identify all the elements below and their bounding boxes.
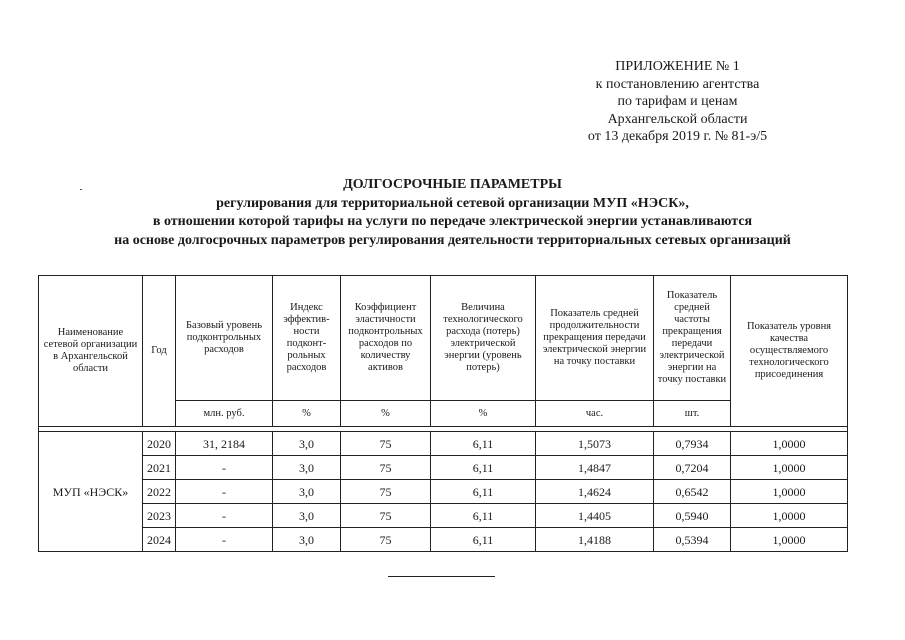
table-cell: 75 [341,432,431,456]
table-cell: 75 [341,480,431,504]
table-cell: 75 [341,528,431,552]
table-cell: 75 [341,504,431,528]
unit-cell: млн. руб. [176,401,273,427]
table-cell: - [176,480,273,504]
appendix-heading: ПРИЛОЖЕНИЕ № 1 [615,59,740,74]
year-cell: 2023 [143,504,176,528]
table-cell: 3,0 [273,456,341,480]
unit-cell: % [341,401,431,427]
year-cell: 2021 [143,456,176,480]
parameters-table [38,275,848,552]
table-cell: 1,4624 [536,480,654,504]
organization-cell: МУП «НЭСК» [39,432,143,552]
table-cell: - [176,528,273,552]
table-cell: 1,0000 [731,432,848,456]
footer-rule [388,576,495,577]
year-cell: 2024 [143,528,176,552]
title-line: на основе долгосрочных параметров регулирования деятельности территориальных сетевых организаций [114,232,791,248]
table-cell: 0,5394 [654,528,731,552]
table-cell: 0,7934 [654,432,731,456]
table-cell: 3,0 [273,432,341,456]
header-cell: Показатель средней продолжительности прекращения передачи электрической энергии на точку поставки [536,276,654,401]
table-cell: 0,5940 [654,504,731,528]
year-cell: 2022 [143,480,176,504]
appendix-line: Архангельской области [607,111,748,127]
appendix-line: к постановлению агентства [595,76,760,92]
unit-cell: шт. [654,401,731,427]
title-line: в отношении которой тарифы на услуги по передаче электрической энергии устанавливаются [152,214,753,229]
table-row [39,504,848,528]
unit-cell: час. [536,401,654,427]
table-cell: - [176,504,273,528]
table-cell: 6,11 [431,528,536,552]
header-cell: Год [143,276,176,427]
table-cell: 1,5073 [536,432,654,456]
table-cell: 6,11 [431,456,536,480]
table-cell: 1,0000 [731,504,848,528]
unit-cell: % [431,401,536,427]
table-cell: 6,11 [431,504,536,528]
unit-cell: % [273,401,341,427]
header-cell: Базовый уровень подконтрольных расходов [176,276,273,401]
table-row [39,528,848,552]
table-cell: 1,0000 [731,456,848,480]
table-cell: 1,0000 [731,528,848,552]
table-row [39,456,848,480]
table-cell: 0,6542 [654,480,731,504]
header-cell: Показатель средней частоты прекращения передачи электрической энергии на точку поставки [654,276,731,401]
table-cell: 3,0 [273,528,341,552]
appendix-line: по тарифам и ценам [617,94,738,110]
table-cell: - [176,456,273,480]
table-cell: 31, 2184 [176,432,273,456]
header-cell: Величина технологического расхода (потерь) электрической энергии (уровень потерь) [431,276,536,401]
table-row [39,480,848,504]
table-cell: 75 [341,456,431,480]
table-cell: 6,11 [431,480,536,504]
appendix-block [545,58,810,146]
header-row [39,276,848,401]
header-cell: Индекс эффектив-ности подконт-рольных расходов [273,276,341,401]
year-cell: 2020 [143,432,176,456]
header-cell: Показатель уровня качества осуществляемого технологического присоединения [731,276,848,427]
header-cell: Наименование сетевой организации в Архангельской области [39,276,143,427]
header-cell: Коэффициент эластичности подконтрольных расходов по количеству активов [341,276,431,401]
table-cell: 1,4188 [536,528,654,552]
table-row [39,432,848,456]
table-cell: 1,4405 [536,504,654,528]
table-cell: 3,0 [273,504,341,528]
table-cell: 1,4847 [536,456,654,480]
document-title [0,176,905,250]
title-line: регулирования для территориальной сетевой организации МУП «НЭСК», [216,195,689,211]
table-cell: 3,0 [273,480,341,504]
table-cell: 1,0000 [731,480,848,504]
table-cell: 6,11 [431,432,536,456]
title-line: ДОЛГОСРОЧНЫЕ ПАРАМЕТРЫ [343,177,562,192]
table-cell: 0,7204 [654,456,731,480]
appendix-date: от 13 декабря 2019 г. № 81-э/5 [587,129,768,145]
